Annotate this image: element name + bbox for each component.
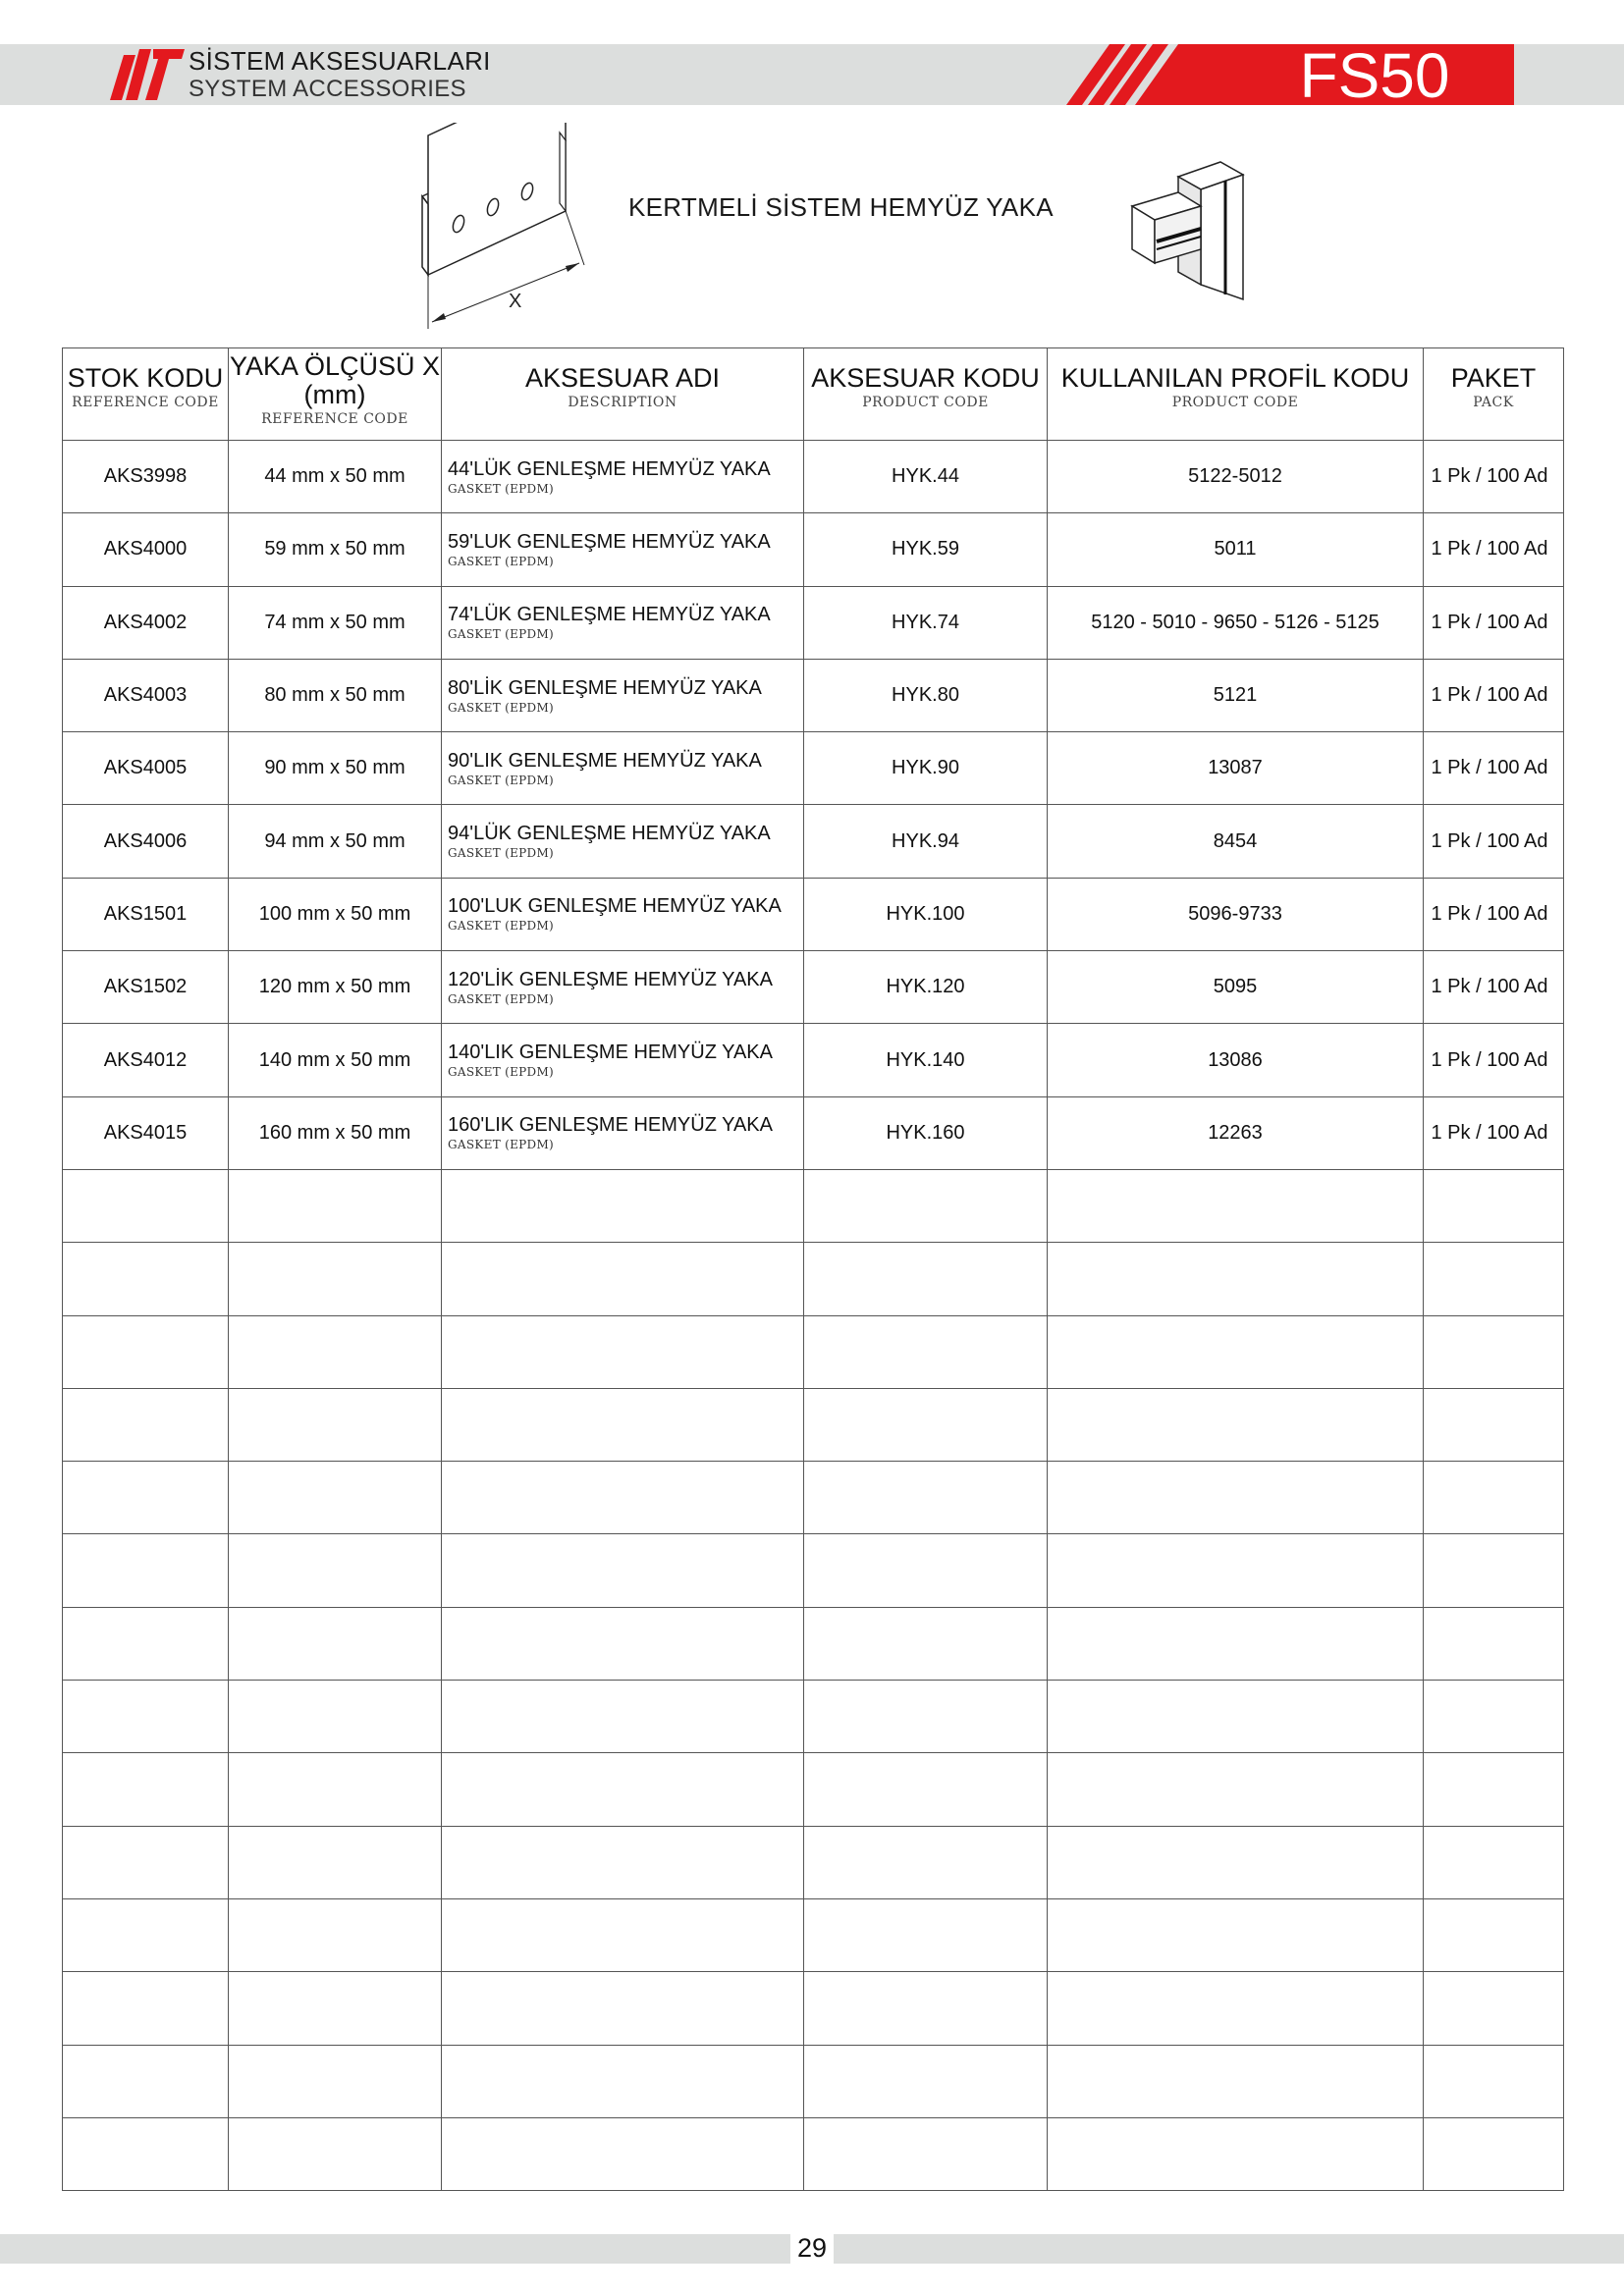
empty-cell bbox=[442, 1898, 804, 1971]
cell-profile-code: 5122-5012 bbox=[1048, 441, 1424, 513]
accessory-name-text: 160'LIK GENLEŞME HEMYÜZ YAKA bbox=[448, 1114, 773, 1137]
cell-collar-size: 160 mm x 50 mm bbox=[229, 1096, 442, 1169]
cell-stock-code: AKS1502 bbox=[63, 951, 229, 1024]
empty-cell bbox=[1048, 1315, 1424, 1388]
empty-cell bbox=[804, 1243, 1048, 1315]
cell-profile-code: 13086 bbox=[1048, 1024, 1424, 1096]
cell-stock-code: AKS4003 bbox=[63, 659, 229, 731]
cell-pack: 1 Pk / 100 Ad bbox=[1424, 1096, 1564, 1169]
empty-cell bbox=[63, 1898, 229, 1971]
cell-collar-size: 100 mm x 50 mm bbox=[229, 878, 442, 950]
empty-cell bbox=[1048, 1243, 1424, 1315]
empty-cell bbox=[63, 1462, 229, 1534]
empty-cell bbox=[442, 1243, 804, 1315]
empty-cell bbox=[804, 1607, 1048, 1680]
accessory-material-text: GASKET (EPDM) bbox=[448, 554, 555, 568]
cell-profile-code: 8454 bbox=[1048, 805, 1424, 878]
empty-cell bbox=[442, 1972, 804, 2045]
empty-table-row bbox=[63, 1388, 1564, 1461]
cell-accessory-name bbox=[442, 951, 804, 1024]
empty-cell bbox=[1424, 1462, 1564, 1534]
empty-cell bbox=[442, 1315, 804, 1388]
empty-cell bbox=[63, 2117, 229, 2190]
empty-cell bbox=[63, 1826, 229, 1898]
empty-cell bbox=[63, 1388, 229, 1461]
empty-cell bbox=[1424, 1607, 1564, 1680]
empty-cell bbox=[229, 1388, 442, 1461]
empty-table-row bbox=[63, 2117, 1564, 2190]
empty-cell bbox=[1424, 1753, 1564, 1826]
empty-table-row bbox=[63, 1534, 1564, 1607]
cell-profile-code: 12263 bbox=[1048, 1096, 1424, 1169]
cell-collar-size: 90 mm x 50 mm bbox=[229, 732, 442, 805]
cell-accessory-code: HYK.100 bbox=[804, 878, 1048, 950]
empty-cell bbox=[442, 2117, 804, 2190]
cell-profile-code: 5121 bbox=[1048, 659, 1424, 731]
accessory-material-text: GASKET (EPDM) bbox=[448, 700, 555, 715]
dimension-x-label: X bbox=[509, 291, 522, 312]
empty-cell bbox=[1048, 1972, 1424, 2045]
empty-cell bbox=[1424, 1169, 1564, 1242]
empty-cell bbox=[442, 1462, 804, 1534]
accessory-material-text: GASKET (EPDM) bbox=[448, 846, 555, 861]
empty-cell bbox=[63, 2045, 229, 2117]
cell-profile-code: 5095 bbox=[1048, 951, 1424, 1024]
cell-collar-size: 44 mm x 50 mm bbox=[229, 441, 442, 513]
accessory-name-text: 44'LÜK GENLEŞME HEMYÜZ YAKA bbox=[448, 457, 771, 480]
cell-accessory-name bbox=[442, 659, 804, 731]
table-row bbox=[63, 878, 1564, 950]
col-header-pack: PAKET PACK bbox=[1424, 348, 1564, 441]
empty-table-row bbox=[63, 1169, 1564, 1242]
accessory-name-text: 74'LÜK GENLEŞME HEMYÜZ YAKA bbox=[448, 604, 771, 626]
cell-collar-size: 94 mm x 50 mm bbox=[229, 805, 442, 878]
empty-table-row bbox=[63, 1243, 1564, 1315]
product-title: KERTMELİ SİSTEM HEMYÜZ YAKA bbox=[628, 192, 1054, 222]
cell-accessory-code: HYK.160 bbox=[804, 1096, 1048, 1169]
brand-title-en: SYSTEM ACCESSORIES bbox=[189, 76, 466, 102]
cell-collar-size: 140 mm x 50 mm bbox=[229, 1024, 442, 1096]
cell-accessory-name bbox=[442, 1024, 804, 1096]
empty-cell bbox=[229, 1826, 442, 1898]
accessory-material-text: GASKET (EPDM) bbox=[448, 627, 555, 642]
table-row bbox=[63, 441, 1564, 513]
empty-cell bbox=[804, 1972, 1048, 2045]
empty-cell bbox=[442, 1169, 804, 1242]
empty-cell bbox=[1424, 1315, 1564, 1388]
empty-cell bbox=[442, 1607, 804, 1680]
series-label: FS50 bbox=[1299, 40, 1450, 111]
cell-pack: 1 Pk / 100 Ad bbox=[1424, 586, 1564, 659]
accessory-name-text: 80'LİK GENLEŞME HEMYÜZ YAKA bbox=[448, 676, 762, 699]
empty-cell bbox=[442, 1826, 804, 1898]
table-row bbox=[63, 659, 1564, 731]
empty-cell bbox=[229, 1315, 442, 1388]
empty-cell bbox=[804, 1388, 1048, 1461]
empty-cell bbox=[229, 1753, 442, 1826]
empty-cell bbox=[442, 2045, 804, 2117]
cell-pack: 1 Pk / 100 Ad bbox=[1424, 878, 1564, 950]
empty-cell bbox=[229, 1169, 442, 1242]
empty-cell bbox=[804, 2117, 1048, 2190]
company-logo bbox=[110, 47, 185, 104]
empty-cell bbox=[1424, 1898, 1564, 1971]
empty-table-row bbox=[63, 1898, 1564, 1971]
assembly-drawing bbox=[1127, 157, 1255, 304]
accessory-name-text: 100'LUK GENLEŞME HEMYÜZ YAKA bbox=[448, 895, 782, 918]
cell-stock-code: AKS3998 bbox=[63, 441, 229, 513]
empty-cell bbox=[63, 1753, 229, 1826]
empty-cell bbox=[1048, 1826, 1424, 1898]
table-row bbox=[63, 732, 1564, 805]
empty-cell bbox=[442, 1681, 804, 1753]
table-header-row bbox=[63, 348, 1564, 441]
cell-accessory-name bbox=[442, 513, 804, 586]
cell-stock-code: AKS4002 bbox=[63, 586, 229, 659]
cell-pack: 1 Pk / 100 Ad bbox=[1424, 805, 1564, 878]
table-row bbox=[63, 1024, 1564, 1096]
empty-cell bbox=[1048, 2045, 1424, 2117]
empty-cell bbox=[804, 2045, 1048, 2117]
empty-cell bbox=[1424, 1681, 1564, 1753]
cell-profile-code: 13087 bbox=[1048, 732, 1424, 805]
gasket-plate-drawing bbox=[412, 123, 599, 344]
cell-collar-size: 74 mm x 50 mm bbox=[229, 586, 442, 659]
empty-cell bbox=[1424, 1826, 1564, 1898]
table-row bbox=[63, 513, 1564, 586]
empty-cell bbox=[229, 1534, 442, 1607]
table-row bbox=[63, 951, 1564, 1024]
table-row bbox=[63, 1096, 1564, 1169]
cell-stock-code: AKS1501 bbox=[63, 878, 229, 950]
page-number: 29 bbox=[790, 2230, 834, 2266]
cell-pack: 1 Pk / 100 Ad bbox=[1424, 1024, 1564, 1096]
cell-pack: 1 Pk / 100 Ad bbox=[1424, 659, 1564, 731]
accessory-material-text: GASKET (EPDM) bbox=[448, 991, 555, 1006]
empty-table-row bbox=[63, 1681, 1564, 1753]
empty-cell bbox=[1048, 1388, 1424, 1461]
empty-cell bbox=[1424, 1243, 1564, 1315]
empty-table-row bbox=[63, 1462, 1564, 1534]
table-row bbox=[63, 586, 1564, 659]
cell-accessory-name bbox=[442, 805, 804, 878]
empty-cell bbox=[1048, 1462, 1424, 1534]
empty-cell bbox=[1424, 1534, 1564, 1607]
accessory-name-text: 90'LIK GENLEŞME HEMYÜZ YAKA bbox=[448, 749, 762, 772]
empty-cell bbox=[1048, 1681, 1424, 1753]
empty-cell bbox=[229, 2045, 442, 2117]
accessory-material-text: GASKET (EPDM) bbox=[448, 1138, 555, 1152]
empty-cell bbox=[804, 1462, 1048, 1534]
cell-collar-size: 80 mm x 50 mm bbox=[229, 659, 442, 731]
cell-accessory-code: HYK.44 bbox=[804, 441, 1048, 513]
cell-stock-code: AKS4006 bbox=[63, 805, 229, 878]
empty-cell bbox=[1048, 1753, 1424, 1826]
cell-stock-code: AKS4005 bbox=[63, 732, 229, 805]
empty-cell bbox=[63, 1534, 229, 1607]
cell-profile-code: 5011 bbox=[1048, 513, 1424, 586]
cell-accessory-code: HYK.90 bbox=[804, 732, 1048, 805]
accessory-material-text: GASKET (EPDM) bbox=[448, 919, 555, 934]
accessory-name-text: 140'LIK GENLEŞME HEMYÜZ YAKA bbox=[448, 1041, 773, 1064]
empty-cell bbox=[229, 1462, 442, 1534]
empty-cell bbox=[229, 1607, 442, 1680]
empty-cell bbox=[442, 1388, 804, 1461]
empty-cell bbox=[1424, 1388, 1564, 1461]
accessory-name-text: 59'LUK GENLEŞME HEMYÜZ YAKA bbox=[448, 530, 771, 553]
empty-table-row bbox=[63, 1826, 1564, 1898]
empty-cell bbox=[229, 1243, 442, 1315]
accessory-name-text: 94'LÜK GENLEŞME HEMYÜZ YAKA bbox=[448, 823, 771, 845]
accessory-material-text: GASKET (EPDM) bbox=[448, 1065, 555, 1080]
accessories-table bbox=[62, 347, 1564, 2191]
cell-profile-code: 5096-9733 bbox=[1048, 878, 1424, 950]
empty-cell bbox=[804, 1534, 1048, 1607]
empty-cell bbox=[63, 1681, 229, 1753]
cell-pack: 1 Pk / 100 Ad bbox=[1424, 951, 1564, 1024]
cell-profile-code: 5120 - 5010 - 9650 - 5126 - 5125 bbox=[1048, 586, 1424, 659]
empty-cell bbox=[804, 1169, 1048, 1242]
col-header-stock-code: STOK KODU REFERENCE CODE bbox=[63, 348, 229, 441]
empty-table-row bbox=[63, 1315, 1564, 1388]
cell-accessory-code: HYK.120 bbox=[804, 951, 1048, 1024]
empty-cell bbox=[63, 1169, 229, 1242]
col-header-accessory-code: AKSESUAR KODU PRODUCT CODE bbox=[804, 348, 1048, 441]
accessory-material-text: GASKET (EPDM) bbox=[448, 773, 555, 787]
empty-cell bbox=[804, 1753, 1048, 1826]
empty-cell bbox=[1424, 1972, 1564, 2045]
empty-cell bbox=[1424, 2045, 1564, 2117]
empty-cell bbox=[804, 1898, 1048, 1971]
empty-cell bbox=[1048, 1898, 1424, 1971]
empty-cell bbox=[229, 2117, 442, 2190]
cell-accessory-name bbox=[442, 732, 804, 805]
empty-cell bbox=[804, 1826, 1048, 1898]
brand-title-tr: SİSTEM AKSESUARLARI bbox=[189, 46, 491, 76]
cell-pack: 1 Pk / 100 Ad bbox=[1424, 513, 1564, 586]
cell-stock-code: AKS4012 bbox=[63, 1024, 229, 1096]
empty-cell bbox=[229, 1972, 442, 2045]
empty-cell bbox=[804, 1315, 1048, 1388]
empty-table-row bbox=[63, 2045, 1564, 2117]
empty-cell bbox=[229, 1681, 442, 1753]
cell-collar-size: 120 mm x 50 mm bbox=[229, 951, 442, 1024]
cell-accessory-code: HYK.140 bbox=[804, 1024, 1048, 1096]
cell-accessory-name bbox=[442, 1096, 804, 1169]
empty-table-row bbox=[63, 1972, 1564, 2045]
empty-cell bbox=[442, 1534, 804, 1607]
accessory-material-text: GASKET (EPDM) bbox=[448, 481, 555, 496]
empty-cell bbox=[63, 1607, 229, 1680]
cell-stock-code: AKS4015 bbox=[63, 1096, 229, 1169]
cell-accessory-name bbox=[442, 586, 804, 659]
cell-accessory-code: HYK.59 bbox=[804, 513, 1048, 586]
cell-pack: 1 Pk / 100 Ad bbox=[1424, 441, 1564, 513]
empty-cell bbox=[63, 1243, 229, 1315]
table-row bbox=[63, 805, 1564, 878]
empty-cell bbox=[1048, 1607, 1424, 1680]
col-header-collar-size: YAKA ÖLÇÜSÜ X (mm) REFERENCE CODE bbox=[229, 348, 442, 441]
cell-pack: 1 Pk / 100 Ad bbox=[1424, 732, 1564, 805]
cell-stock-code: AKS4000 bbox=[63, 513, 229, 586]
empty-cell bbox=[1048, 2117, 1424, 2190]
empty-cell bbox=[229, 1898, 442, 1971]
empty-cell bbox=[63, 1972, 229, 2045]
cell-accessory-name bbox=[442, 878, 804, 950]
empty-cell bbox=[1048, 1169, 1424, 1242]
cell-accessory-code: HYK.94 bbox=[804, 805, 1048, 878]
col-header-profile-code: KULLANILAN PROFİL KODU PRODUCT CODE bbox=[1048, 348, 1424, 441]
empty-table-row bbox=[63, 1607, 1564, 1680]
empty-cell bbox=[63, 1315, 229, 1388]
cell-accessory-name bbox=[442, 441, 804, 513]
col-header-accessory-name: AKSESUAR ADI DESCRIPTION bbox=[442, 348, 804, 441]
cell-collar-size: 59 mm x 50 mm bbox=[229, 513, 442, 586]
empty-table-row bbox=[63, 1753, 1564, 1826]
cell-accessory-code: HYK.80 bbox=[804, 659, 1048, 731]
empty-cell bbox=[804, 1681, 1048, 1753]
empty-cell bbox=[442, 1753, 804, 1826]
cell-accessory-code: HYK.74 bbox=[804, 586, 1048, 659]
empty-cell bbox=[1048, 1534, 1424, 1607]
empty-cell bbox=[1424, 2117, 1564, 2190]
accessory-name-text: 120'LİK GENLEŞME HEMYÜZ YAKA bbox=[448, 968, 773, 990]
